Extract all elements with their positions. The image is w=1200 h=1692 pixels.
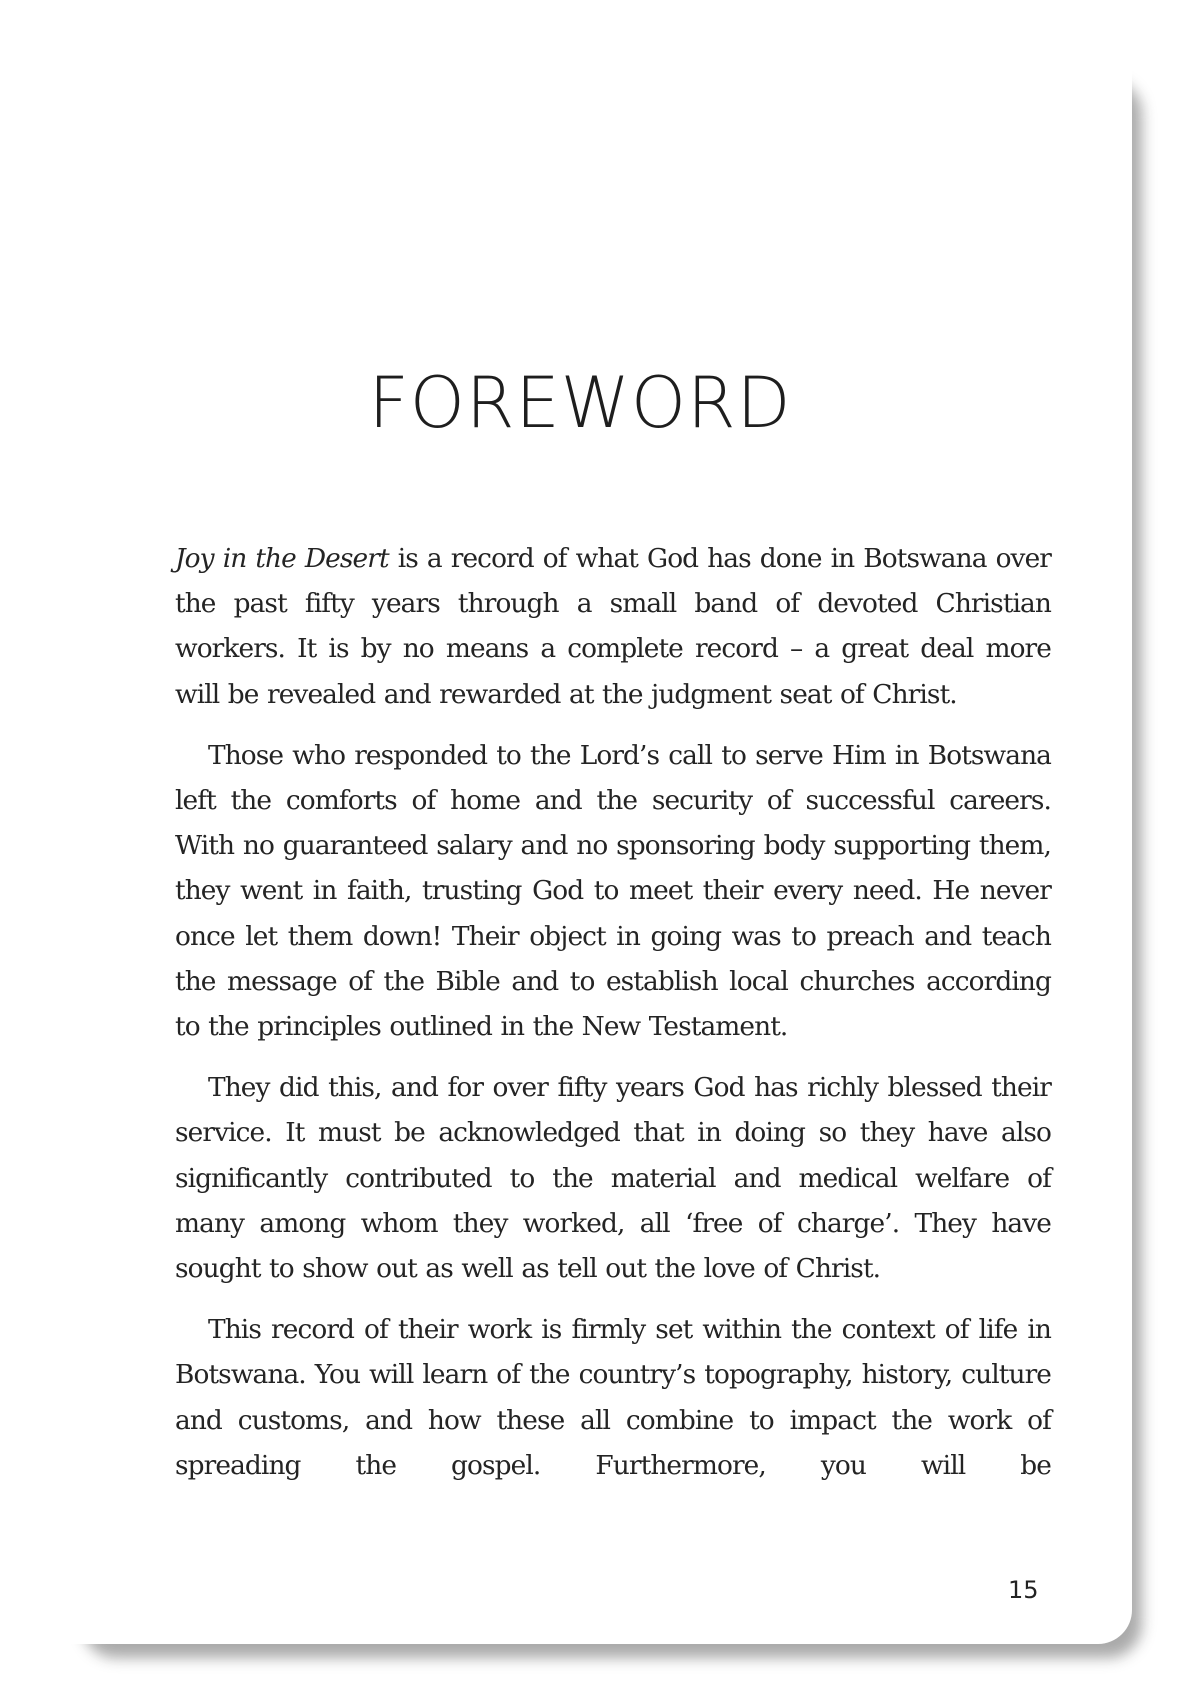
paragraph-2: Those who responded to the Lord’s call to serve Him in Botswana left the comforts of home and the security of successful careers. With no guaranteed salary and no sponsoring body supporting them, they went in faith, trusting God to meet their every need. He never once let them down! Their object in going was to preach and teach the message of the Bible and to establish local churches according to the principles outlined in the New Testament. [175,739,1051,1043]
book-page [28,20,1132,1644]
book-title-italic: Joy in the Desert [175,543,389,574]
paragraph-1-text: is a record of what God has done in Botswana over the past fifty years through a small band of devoted Christian workers. It is by no means a complete record – a great deal more will be revealed and rewarded at the judgment seat of Christ. [175,543,1052,710]
paragraph-1 [175,536,1051,717]
foreword-body [175,536,1051,1504]
paragraph-4: This record of their work is firmly set within the context of life in Botswana. You will learn of the country’s topography, history, culture and customs, and how these all combine to impact the work of spreading the gospel. Furthermore, you will be [175,1314,1051,1481]
page-number: 15 [1008,1576,1039,1604]
paragraph-3: They did this, and for over fifty years God has richly blessed their service. It must be acknowledged that in doing so they have also significantly contributed to the material and medical welfare of many among whom they worked, all ‘free of charge’. They have sought to show out as well as tell out the love of Christ. [175,1072,1051,1285]
chapter-title: FOREWORD [368,362,792,444]
